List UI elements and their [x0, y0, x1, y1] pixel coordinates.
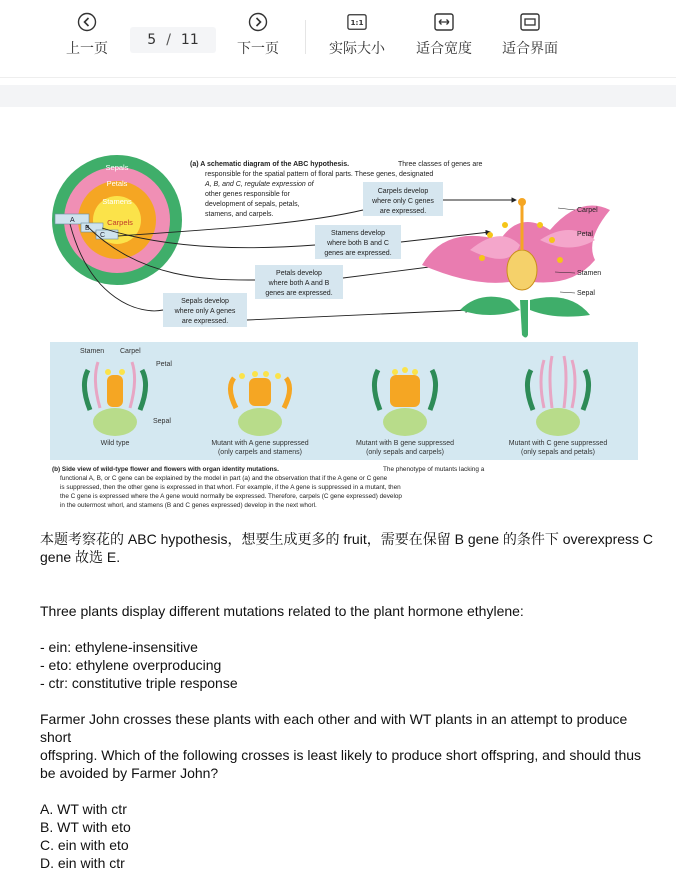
part-b-line-4: the C gene is expressed where the A gene would normally be expressed. Therefore, carpels (C gene expressed) develop — [60, 493, 402, 500]
part-b-line-1: The phenotype of mutants lacking a — [383, 466, 485, 473]
part-a-line-3: A, B, and C, regulate expression of — [205, 181, 314, 188]
toolbar-divider — [305, 20, 306, 54]
gene-c-label: C — [100, 232, 106, 239]
question-intro: Three plants display different mutations related to the plant hormone ethylene: — [40, 603, 524, 619]
next-page-label: 下一页 — [237, 41, 279, 57]
mutation-item: - ctr: constitutive triple response — [40, 675, 238, 691]
viewer-toolbar — [0, 0, 676, 78]
mutant-caption-wild-line-1: Wild type — [100, 440, 130, 447]
flower-sepal-label: Sepal — [577, 290, 595, 297]
svg-text:1:1: 1:1 — [350, 18, 364, 28]
carpels-ring-label: Carpels — [107, 218, 133, 227]
panel-carpel-label: Carpel — [120, 348, 141, 355]
flower-illustration — [422, 198, 610, 338]
page-indicator[interactable] — [130, 27, 216, 53]
fit-width-icon — [434, 12, 454, 32]
actual-size-label: 实际大小 — [329, 41, 385, 57]
mutant-caption-b-line-2: (only sepals and carpels) — [366, 449, 444, 456]
page-gap-band — [0, 85, 676, 107]
abc-hypothesis-figure — [50, 150, 640, 525]
mutation-item: - ein: ethylene-insensitive — [40, 639, 198, 655]
whorl-diagram — [52, 155, 182, 285]
panel-sepal-label: Sepal — [153, 418, 171, 425]
mutant-caption-b-line-1: Mutant with B gene suppressed — [355, 440, 455, 447]
part-a-title: (a) A schematic diagram of the ABC hypothesis. — [190, 161, 350, 168]
current-page-number[interactable]: 5 — [147, 32, 157, 48]
petals-callout-line-2: where both A and B — [268, 280, 330, 287]
gene-b-label: B — [85, 225, 90, 232]
option-c: C. ein with eto — [40, 837, 129, 853]
stamens-callout-line-1: Stamens develop — [330, 230, 386, 237]
carpels-callout-line-1: Carpels develop — [377, 188, 429, 195]
chevron-right-circle-icon — [248, 12, 268, 32]
sepals-callout-line-1: Sepals develop — [181, 298, 229, 305]
option-b: B. WT with eto — [40, 819, 131, 835]
mutant-caption-c-line-2: (only sepals and petals) — [521, 449, 595, 456]
flower-petal-label: Petal — [577, 231, 593, 238]
prev-page-button[interactable] — [66, 12, 108, 58]
petals-callout-line-1: Petals develop — [276, 270, 322, 277]
petals-ring-label: Petals — [106, 179, 128, 188]
part-b-line-2: functional A, B, or C gene can be explained by the model in part (a) and the observation that if the A gene or C gene — [60, 475, 388, 482]
chevron-left-circle-icon — [77, 12, 97, 32]
mutation-item: - eto: ethylene overproducing — [40, 657, 222, 673]
page-separator: / — [166, 32, 171, 48]
part-b-line-3: is suppressed, then the other gene is expressed in that whorl. For example, if the A gene is suppressed in a mutant, then — [60, 484, 401, 491]
fit-page-label: 适合界面 — [502, 41, 558, 57]
mutant-caption-a-line-1: Mutant with A gene suppressed — [211, 440, 309, 447]
option-d: D. ein with ctr — [40, 855, 125, 871]
fit-page-icon — [520, 12, 540, 32]
mutant-caption-a-line-2: (only carpels and stamens) — [217, 449, 303, 456]
stamens-ring-label: Stamens — [102, 197, 132, 206]
question-line-1: Farmer John crosses these plants with each other and with WT plants in an attempt to produce short — [40, 711, 628, 745]
total-pages: 11 — [180, 32, 199, 48]
stamens-callout-line-2: where both B and C — [327, 240, 389, 247]
part-a-line-2: responsible for the spatial pattern of floral parts. These genes, designated — [205, 171, 434, 178]
carpels-callout-line-2: where only C genes — [372, 198, 434, 205]
sepals-ring-label: Sepals — [105, 163, 129, 172]
option-a: A. WT with ctr — [40, 801, 127, 817]
panel-stamen-label: Stamen — [80, 348, 105, 355]
part-b-title: (b) Side view of wild-type flower and flowers with organ identity mutations. — [52, 466, 279, 473]
part-a-line-1: Three classes of genes are — [398, 161, 483, 168]
gene-a-label: A — [70, 217, 75, 224]
carpels-callout-line-3: are expressed. — [379, 208, 427, 215]
answer-line-1: 本题考察花的 ABC hypothesis，想要生成更多的 fruit，需要在保留 B gene 的条件下 overexpress C — [40, 531, 654, 547]
question-line-3: be avoided by Farmer John? — [40, 765, 219, 781]
petals-callout-line-3: genes are expressed. — [265, 290, 333, 297]
flower-carpel-label: Carpel — [577, 207, 598, 214]
sepals-callout-line-2: where only A genes — [174, 308, 236, 315]
document-text — [40, 530, 655, 872]
prev-page-label: 上一页 — [66, 41, 108, 57]
part-a-line-4: other genes responsible for — [205, 191, 290, 198]
stamens-callout-line-3: genes are expressed. — [324, 250, 392, 257]
sepals-callout-line-3: are expressed. — [181, 318, 229, 325]
fit-width-button[interactable] — [416, 12, 472, 58]
question-line-2: offspring. Which of the following crosses is least likely to produce short offspring, and should thus — [40, 747, 642, 763]
fit-width-label: 适合宽度 — [416, 41, 472, 57]
flower-stamen-label: Stamen — [577, 270, 602, 277]
next-page-button[interactable] — [237, 12, 279, 58]
part-b-line-5: in the outermost whorl, and stamens (B and C genes expressed) develop in the next whorl. — [60, 502, 317, 509]
answer-line-2: gene 故选 E. — [40, 549, 121, 565]
mutant-caption-c-line-1: Mutant with C gene suppressed — [508, 440, 608, 447]
fit-page-button[interactable] — [502, 12, 558, 58]
part-a-line-5: development of sepals, petals, — [205, 201, 300, 208]
actual-size-icon — [347, 12, 367, 32]
part-a-line-6: stamens, and carpels. — [205, 211, 274, 218]
panel-petal-label: Petal — [156, 361, 172, 368]
actual-size-button[interactable] — [329, 12, 385, 58]
